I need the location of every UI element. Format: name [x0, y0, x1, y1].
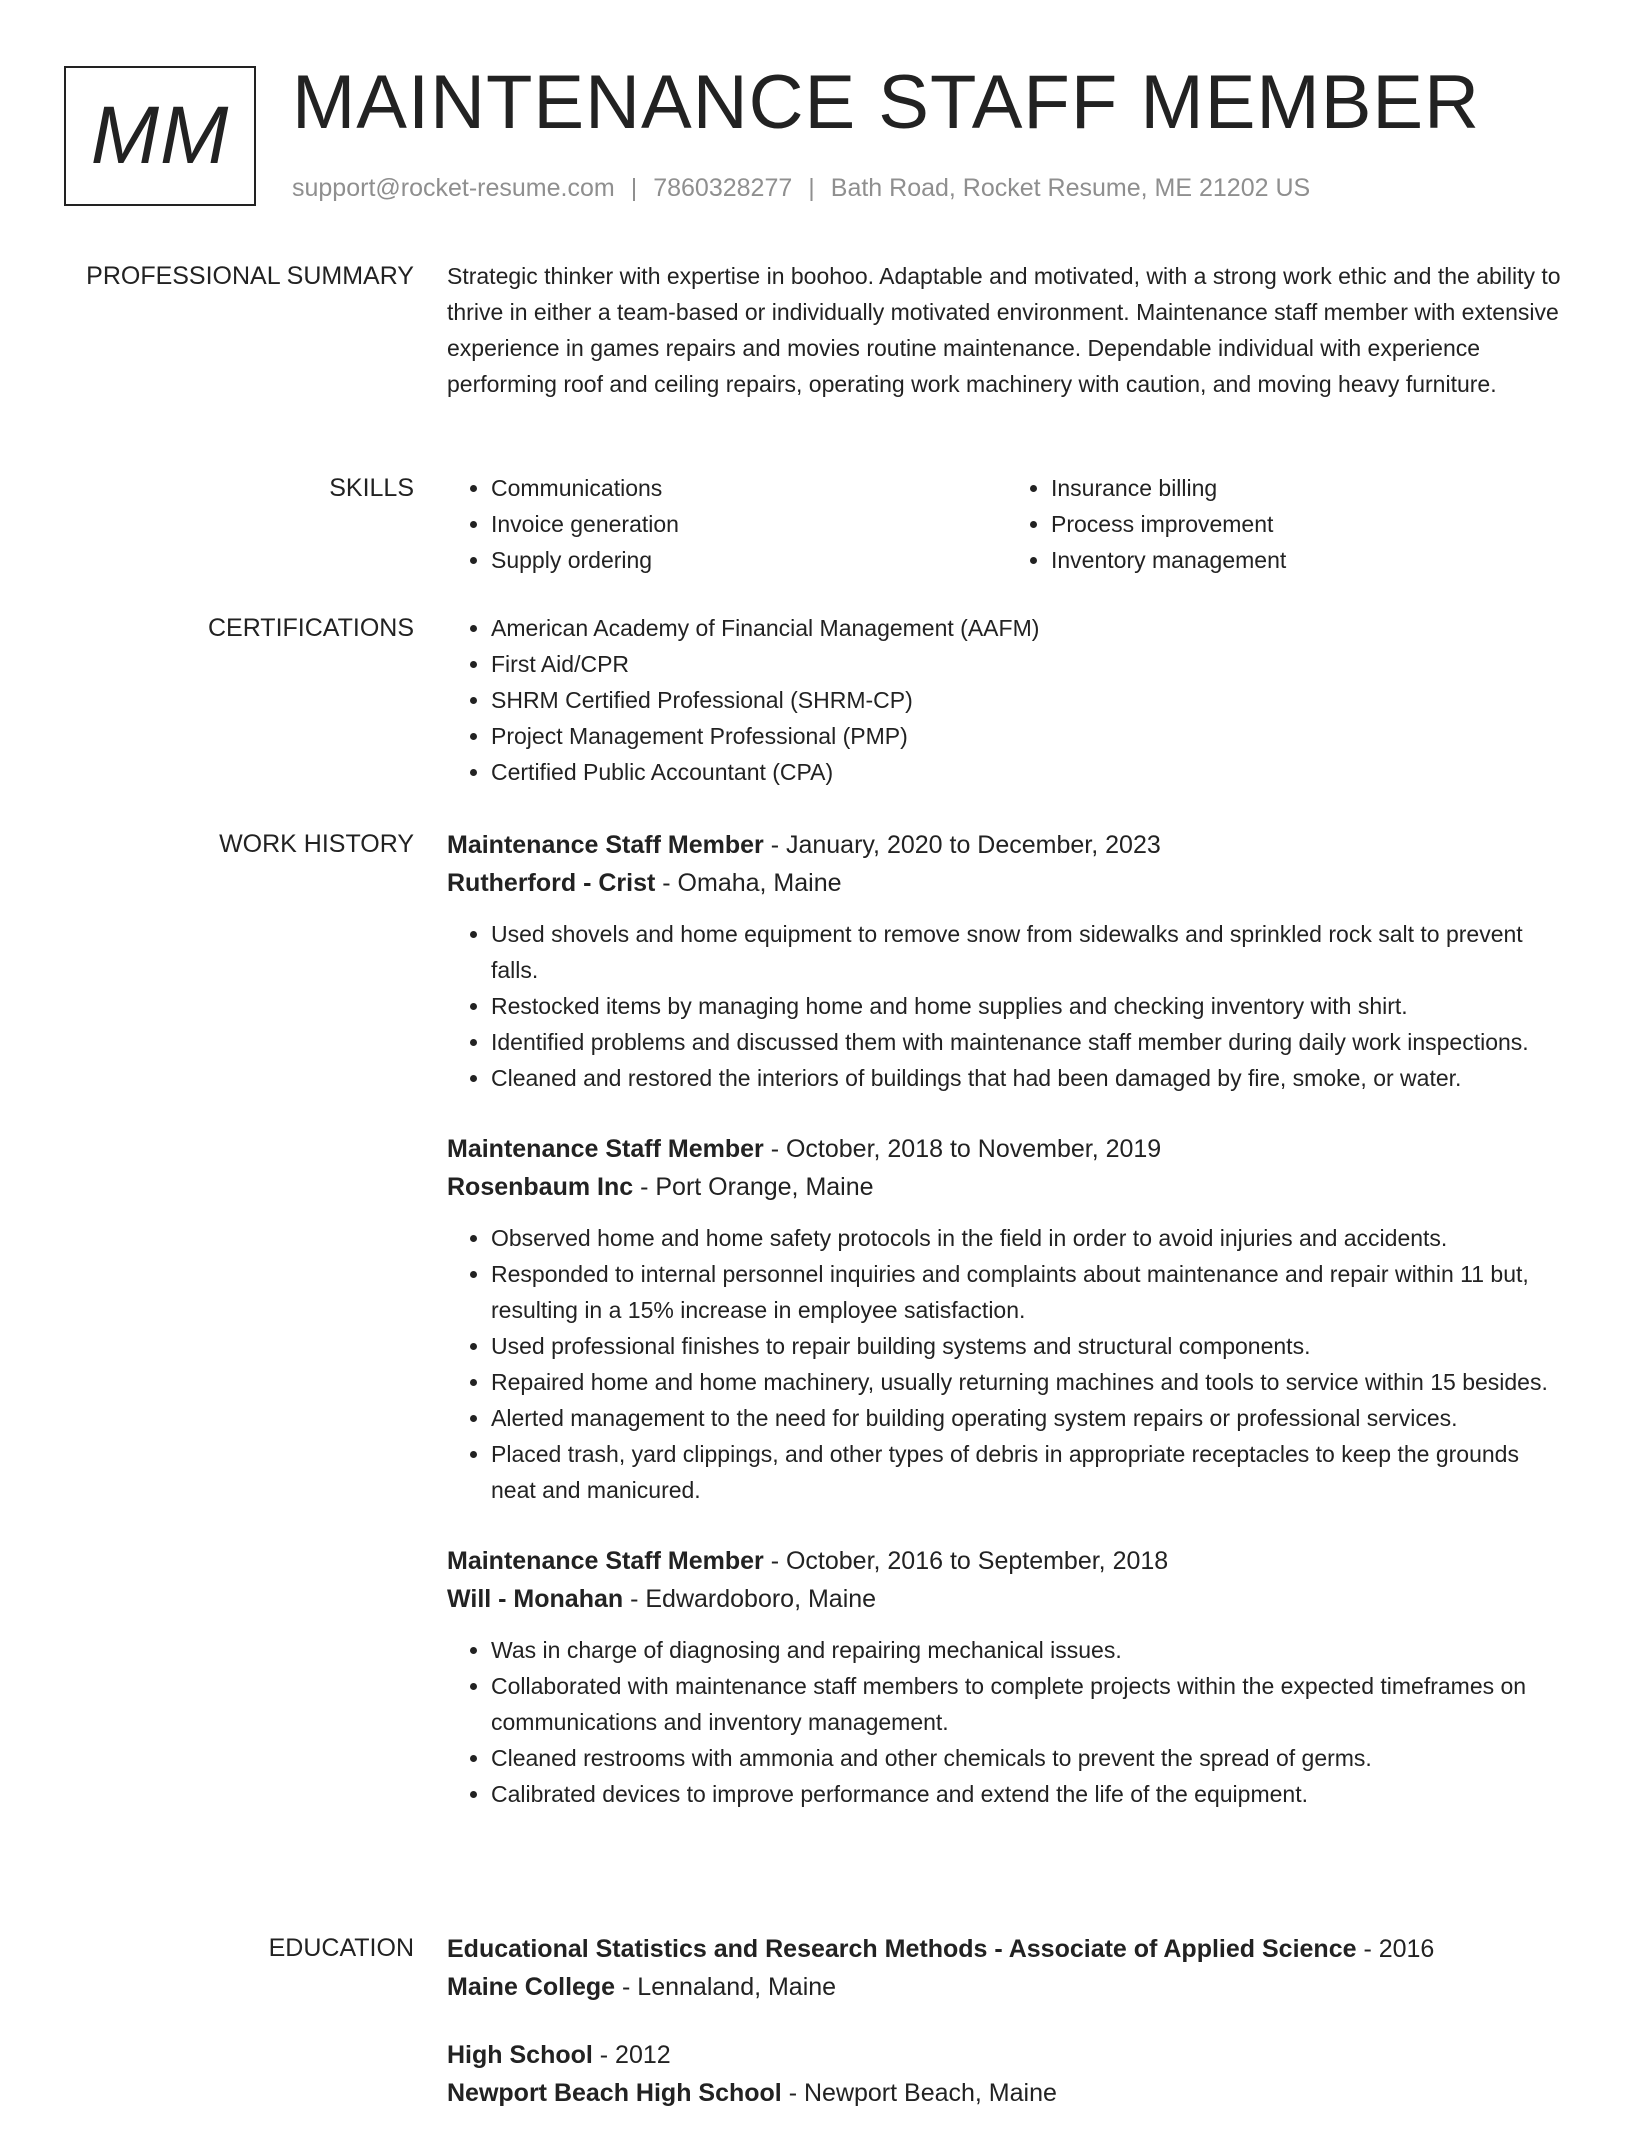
employer-location: - Port Orange, Maine: [633, 1173, 874, 1201]
school-line: [447, 2074, 1567, 2112]
skills-content: [447, 470, 1567, 578]
job-bullet: • Cleaned and restored the interiors of buildings that had been damaged by fire, smoke, or water.: [491, 1060, 1567, 1096]
degree-line: [447, 1930, 1567, 1968]
skills-list-right: [1007, 470, 1567, 578]
job-bullets: [447, 1220, 1567, 1508]
employer-line: [447, 1168, 1567, 1206]
section-label-work-history: WORK HISTORY: [219, 830, 414, 858]
certifications-list: [447, 610, 1567, 790]
skill-item: • Invoice generation: [491, 506, 1007, 542]
job-dates: - January, 2020 to December, 2023: [763, 831, 1161, 859]
job-bullet: • Collaborated with maintenance staff members to complete projects within the expected timeframes on communications and inventory management.: [491, 1668, 1567, 1740]
job-title-line: [447, 826, 1567, 864]
contact-email[interactable]: support@rocket-resume.com: [292, 174, 615, 202]
skill-item: • Inventory management: [1051, 542, 1567, 578]
contact-separator: |: [630, 174, 638, 202]
degree-year: - 2012: [592, 2041, 671, 2069]
job-bullet: • Identified problems and discussed them with maintenance staff member during daily work inspections.: [491, 1024, 1567, 1060]
resume-title: MAINTENANCE STAFF MEMBER: [292, 60, 1480, 145]
education-entry: [447, 1930, 1567, 2006]
job-bullet: • Used shovels and home equipment to remove snow from sidewalks and sprinkled rock salt to prevent falls.: [491, 916, 1567, 988]
summary-content: [447, 258, 1567, 402]
skill-item: • Communications: [491, 470, 1007, 506]
job-entry: [447, 826, 1567, 1096]
employer-name: Rutherford - Crist: [447, 869, 656, 897]
job-entry: [447, 1130, 1567, 1508]
job-bullet: • Alerted management to the need for building operating system repairs or professional services.: [491, 1400, 1567, 1436]
certification-item: • SHRM Certified Professional (SHRM-CP): [491, 682, 1567, 718]
work-history-content: [447, 826, 1567, 1846]
employer-name: Rosenbaum Inc: [447, 1173, 634, 1201]
skill-item: • Supply ordering: [491, 542, 1007, 578]
section-label-certifications: CERTIFICATIONS: [207, 614, 414, 642]
skill-item: • Process improvement: [1051, 506, 1567, 542]
job-title-line: [447, 1130, 1567, 1168]
degree-name: Educational Statistics and Research Methods - Associate of Applied Science: [447, 1935, 1357, 1963]
job-bullet: • Responded to internal personnel inquiries and complaints about maintenance and repair within 11 but, resulting in a 15% increase in employee satisfaction.: [491, 1256, 1567, 1328]
job-entry: [447, 1542, 1567, 1812]
degree-year: - 2016: [1356, 1935, 1435, 1963]
school-line: [447, 1968, 1567, 2006]
school-name: Maine College: [447, 1973, 616, 2001]
school-location: - Lennaland, Maine: [615, 1973, 837, 2001]
employer-name: Will - Monahan: [447, 1585, 624, 1613]
job-bullet: • Repaired home and home machinery, usually returning machines and tools to service within 15 besides.: [491, 1364, 1567, 1400]
contact-phone[interactable]: 7860328277: [653, 174, 793, 202]
job-title-line: [447, 1542, 1567, 1580]
degree-name: High School: [447, 2041, 593, 2069]
certifications-content: [447, 610, 1567, 790]
job-bullet: • Calibrated devices to improve performance and extend the life of the equipment.: [491, 1776, 1567, 1812]
job-bullets: [447, 1632, 1567, 1812]
job-bullet: • Observed home and home safety protocols in the field in order to avoid injuries and accidents.: [491, 1220, 1567, 1256]
job-bullets: [447, 916, 1567, 1096]
skill-item: • Insurance billing: [1051, 470, 1567, 506]
employer-line: [447, 864, 1567, 902]
job-bullet: • Was in charge of diagnosing and repairing mechanical issues.: [491, 1632, 1567, 1668]
job-bullet: • Placed trash, yard clippings, and other types of debris in appropriate receptacles to keep the grounds neat and manicured.: [491, 1436, 1567, 1508]
section-label-summary: PROFESSIONAL SUMMARY: [86, 262, 414, 290]
section-label-education: EDUCATION: [268, 1934, 414, 1962]
employer-location: - Edwardoboro, Maine: [623, 1585, 877, 1613]
contact-address: Bath Road, Rocket Resume, ME 21202 US: [830, 174, 1311, 202]
skills-list-left: [447, 470, 1007, 578]
job-title: Maintenance Staff Member: [447, 1547, 764, 1575]
employer-location: - Omaha, Maine: [655, 869, 842, 897]
certification-item: • Project Management Professional (PMP): [491, 718, 1567, 754]
job-bullet: • Cleaned restrooms with ammonia and other chemicals to prevent the spread of germs.: [491, 1740, 1567, 1776]
section-label-skills: SKILLS: [329, 474, 414, 502]
contact-separator: |: [808, 174, 815, 202]
education-entry: [447, 2036, 1567, 2112]
certification-item: • Certified Public Accountant (CPA): [491, 754, 1567, 790]
employer-line: [447, 1580, 1567, 1618]
job-title: Maintenance Staff Member: [447, 1135, 764, 1163]
certification-item: • American Academy of Financial Management (AAFM): [491, 610, 1567, 646]
job-title: Maintenance Staff Member: [447, 831, 764, 859]
monogram-badge: MM: [64, 66, 256, 206]
job-bullet: • Used professional finishes to repair building systems and structural components.: [491, 1328, 1567, 1364]
school-location: - Newport Beach, Maine: [781, 2079, 1057, 2107]
degree-line: [447, 2036, 1567, 2074]
school-name: Newport Beach High School: [447, 2079, 782, 2107]
education-content: [447, 1930, 1567, 2142]
contact-line: [292, 174, 1310, 203]
job-dates: - October, 2018 to November, 2019: [763, 1135, 1162, 1163]
summary-text: Strategic thinker with expertise in boohoo. Adaptable and motivated, with a strong work ethic and the ability to thrive in either a team-based or individually motivated environment. Maintenance staff member with extensive experience in games repairs and movies routine maintenance. Dependable individual with experience performing roof and ceiling repairs, operating work machinery with caution, and moving heavy furniture.: [447, 263, 1561, 397]
certification-item: • First Aid/CPR: [491, 646, 1567, 682]
job-dates: - October, 2016 to September, 2018: [763, 1547, 1169, 1575]
job-bullet: • Restocked items by managing home and home supplies and checking inventory with shirt.: [491, 988, 1567, 1024]
